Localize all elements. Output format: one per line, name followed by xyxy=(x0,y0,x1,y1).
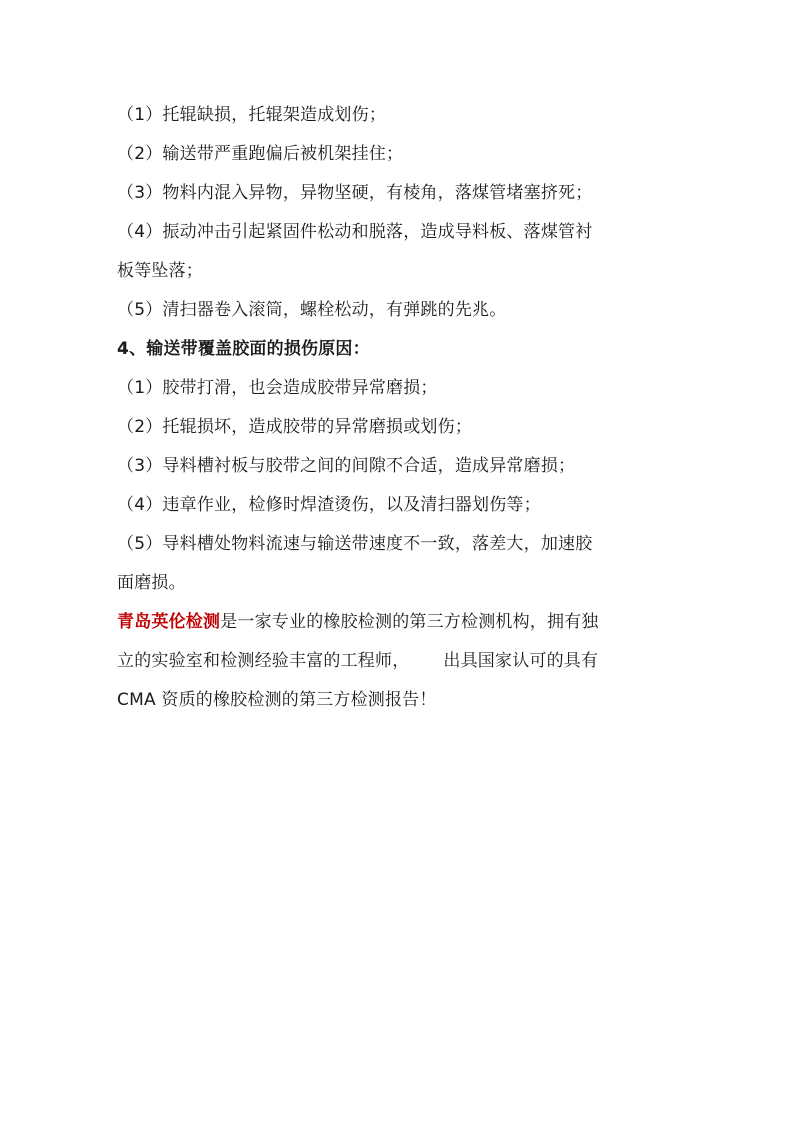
promo-line-2 xyxy=(117,642,683,681)
promo-text: 是一家专业的橡胶检测的第三方检测机构，拥有独 xyxy=(220,612,599,632)
promo-text: 立的实验室和检测经验丰富的工程师， xyxy=(117,651,410,671)
list-item: （4）振动冲击引起紧固件松动和脱落，造成导料板、落煤管衬 xyxy=(117,222,593,242)
document-body xyxy=(117,96,683,720)
list-item: （2）托辊损坏，造成胶带的异常磨损或划伤； xyxy=(117,417,473,437)
list-item: （5）清扫器卷入滚筒，螺栓松动，有弹跳的先兆。 xyxy=(117,300,507,320)
list-item-continuation: 面磨损。 xyxy=(117,573,186,593)
list-item: （5）导料槽处物料流速与输送带速度不一致，落差大，加速胶 xyxy=(117,534,593,554)
brand-name: 青岛英伦检测 xyxy=(117,612,221,632)
list-item: （4）违章作业，检修时焊渣烫伤，以及清扫器划伤等； xyxy=(117,495,541,515)
list-item: （1）托辊缺损，托辊架造成划伤； xyxy=(117,105,387,125)
list-item: （2）输送带严重跑偏后被机架挂住； xyxy=(117,144,404,164)
section-heading: 4、输送带覆盖胶面的损伤原因： xyxy=(117,339,370,359)
list-item-continuation: 板等坠落； xyxy=(117,261,203,281)
promo-line-3: CMA 资质的橡胶检测的第三方检测报告！ xyxy=(117,690,437,710)
promo-text: 出具国家认可的具有 xyxy=(443,651,599,671)
promo-line-1 xyxy=(117,603,683,642)
list-item: （1）胶带打滑，也会造成胶带异常磨损； xyxy=(117,378,438,398)
list-item: （3）导料槽衬板与胶带之间的间隙不合适，造成异常磨损； xyxy=(117,456,576,476)
list-item: （3）物料内混入异物，异物坚硬，有棱角，落煤管堵塞挤死； xyxy=(117,183,593,203)
